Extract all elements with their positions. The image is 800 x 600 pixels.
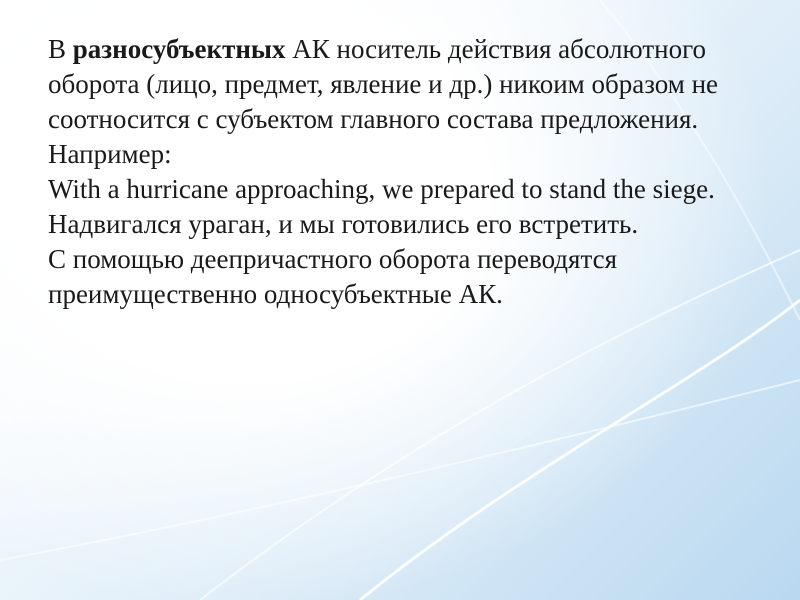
- slide-body: [48, 32, 768, 312]
- example-russian: Надвигался ураган, и мы готовились его встретить.: [48, 209, 639, 239]
- example-label: Например:: [48, 139, 172, 169]
- definition-text: АК носитель действия абсолютного оборота (лицо, предмет, явление и др.) никоим образом не соотносится с субъектом главного состава предложения.: [48, 34, 719, 134]
- definition-term: разносубъектных: [72, 34, 286, 64]
- example-english: With a hurricane approaching, we prepared to stand the siege.: [48, 174, 715, 204]
- definition-prefix: В: [48, 34, 73, 64]
- paragraph-definition: [48, 32, 768, 137]
- paragraph-conclusion: С помощью деепричастного оборота переводятся преимущественно односубъектные АК.: [48, 244, 617, 309]
